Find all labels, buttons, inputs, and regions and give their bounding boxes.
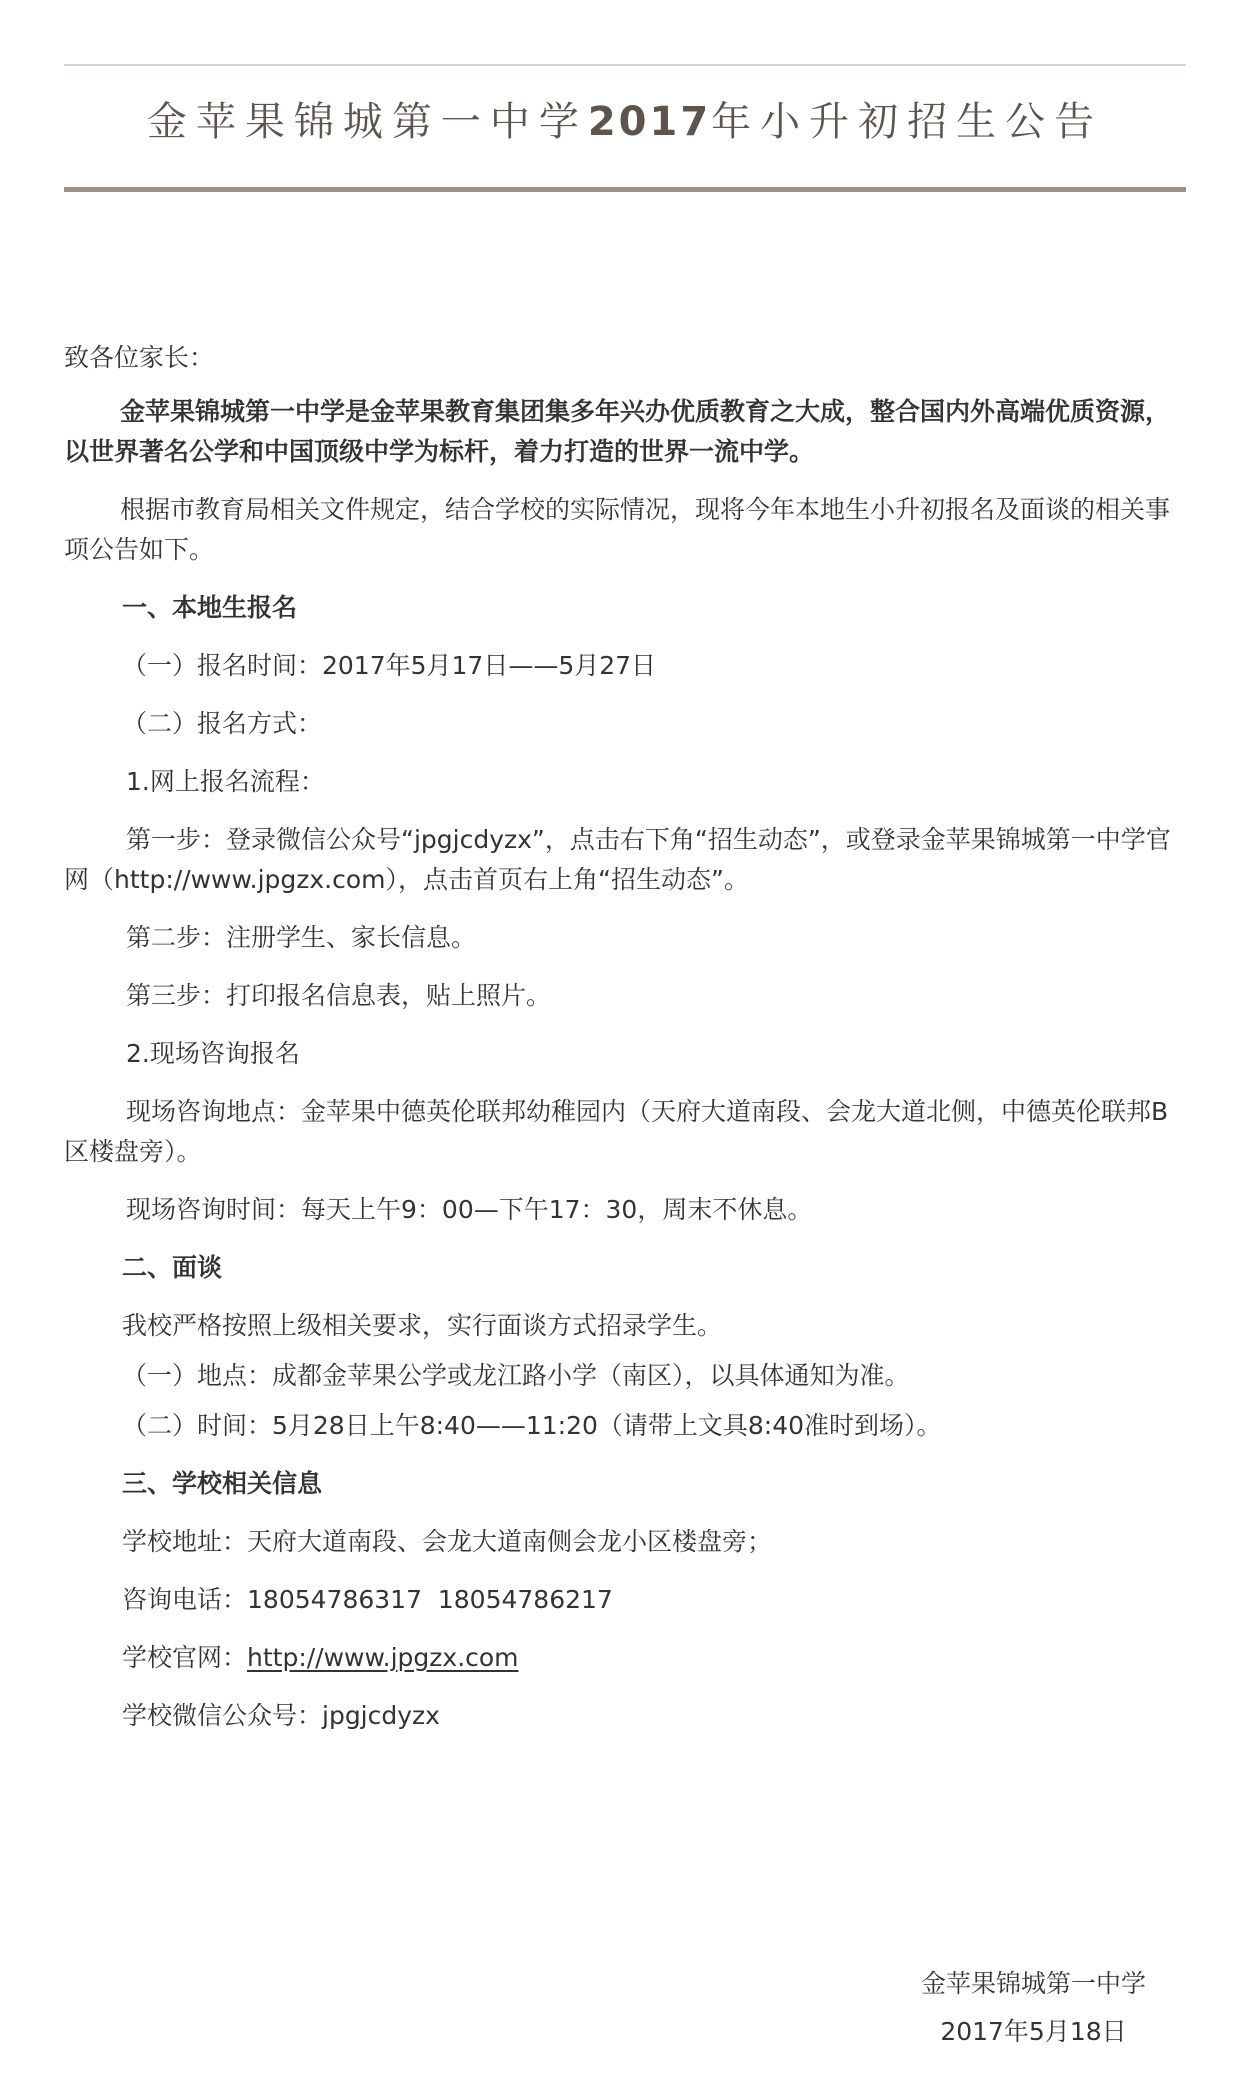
step-three: 第三步：打印报名信息表，贴上照片。 — [126, 981, 552, 1010]
salutation: 致各位家长： — [64, 343, 215, 372]
step-two: 第二步：注册学生、家长信息。 — [126, 923, 477, 952]
section2-heading: 二、面谈 — [122, 1253, 223, 1282]
school-wechat: 学校微信公众号：jpgjcdyzx — [122, 1701, 440, 1730]
phone-numbers: 18054786317 18054786217 — [247, 1585, 613, 1614]
interview-description: 我校严格按照上级相关要求，实行面谈方式招录学生。 — [122, 1311, 723, 1340]
announcement-body — [64, 338, 1186, 1736]
website-label: 学校官网： — [122, 1643, 248, 1672]
registration-time: （一）报名时间：2017年5月17日——5月27日 — [122, 651, 657, 680]
signature-block — [921, 1960, 1146, 2056]
contact-phone — [64, 1580, 1186, 1620]
onsite-title: 2.现场咨询报名 — [126, 1039, 300, 1068]
section1-heading: 一、本地生报名 — [122, 593, 298, 622]
signature-school: 金苹果锦城第一中学 — [920, 1969, 1146, 1998]
registration-method: （二）报名方式： — [122, 709, 323, 738]
section3-heading: 三、学校相关信息 — [122, 1469, 323, 1498]
top-divider — [64, 64, 1186, 66]
title-year: 2017 — [587, 99, 712, 145]
signature-date: 2017年5月18日 — [940, 2017, 1127, 2046]
website-link[interactable]: http://www.jpgzx.com — [247, 1643, 519, 1672]
interview-place: （一）地点：成都金苹果公学或龙江路小学（南区），以具体通知为准。 — [122, 1361, 910, 1390]
school-address: 学校地址：天府大道南段、会龙大道南侧会龙小区楼盘旁； — [122, 1527, 773, 1556]
intro-paragraph: 金苹果锦城第一中学是金苹果教育集团集多年兴办优质教育之大成，整合国内外高端优质资源，以世界著名公学和中国顶级中学为标杆，着力打造的世界一流中学。 — [64, 397, 1171, 466]
phone-label: 咨询电话： — [122, 1585, 248, 1614]
page-title — [64, 96, 1186, 148]
title-underline — [64, 187, 1186, 192]
online-process-title: 1.网上报名流程： — [126, 767, 325, 796]
step-one: 第一步：登录微信公众号“jpgjcdyzx”，点击右下角“招生动态”，或登录金苹果锦城第一中学官网（http://www.jpgzx.com），点击首页右上角“招生动态”。 — [64, 825, 1171, 894]
school-website — [64, 1638, 1186, 1678]
basis-paragraph: 根据市教育局相关文件规定，结合学校的实际情况，现将今年本地生小升初报名及面谈的相关事项公告如下。 — [64, 495, 1171, 564]
title-part2: 年小升初招生公告 — [711, 99, 1104, 145]
onsite-time: 现场咨询时间：每天上午9：00—下午17：30，周末不休息。 — [126, 1195, 813, 1224]
onsite-place: 现场咨询地点：金苹果中德英伦联邦幼稚园内（天府大道南段、会龙大道北侧，中德英伦联邦B区楼盘旁）。 — [64, 1097, 1169, 1166]
interview-time: （二）时间：5月28日上午8:40——11:20（请带上文具8:40准时到场）。 — [122, 1411, 942, 1440]
title-part1: 金苹果锦城第一中学 — [146, 99, 588, 145]
